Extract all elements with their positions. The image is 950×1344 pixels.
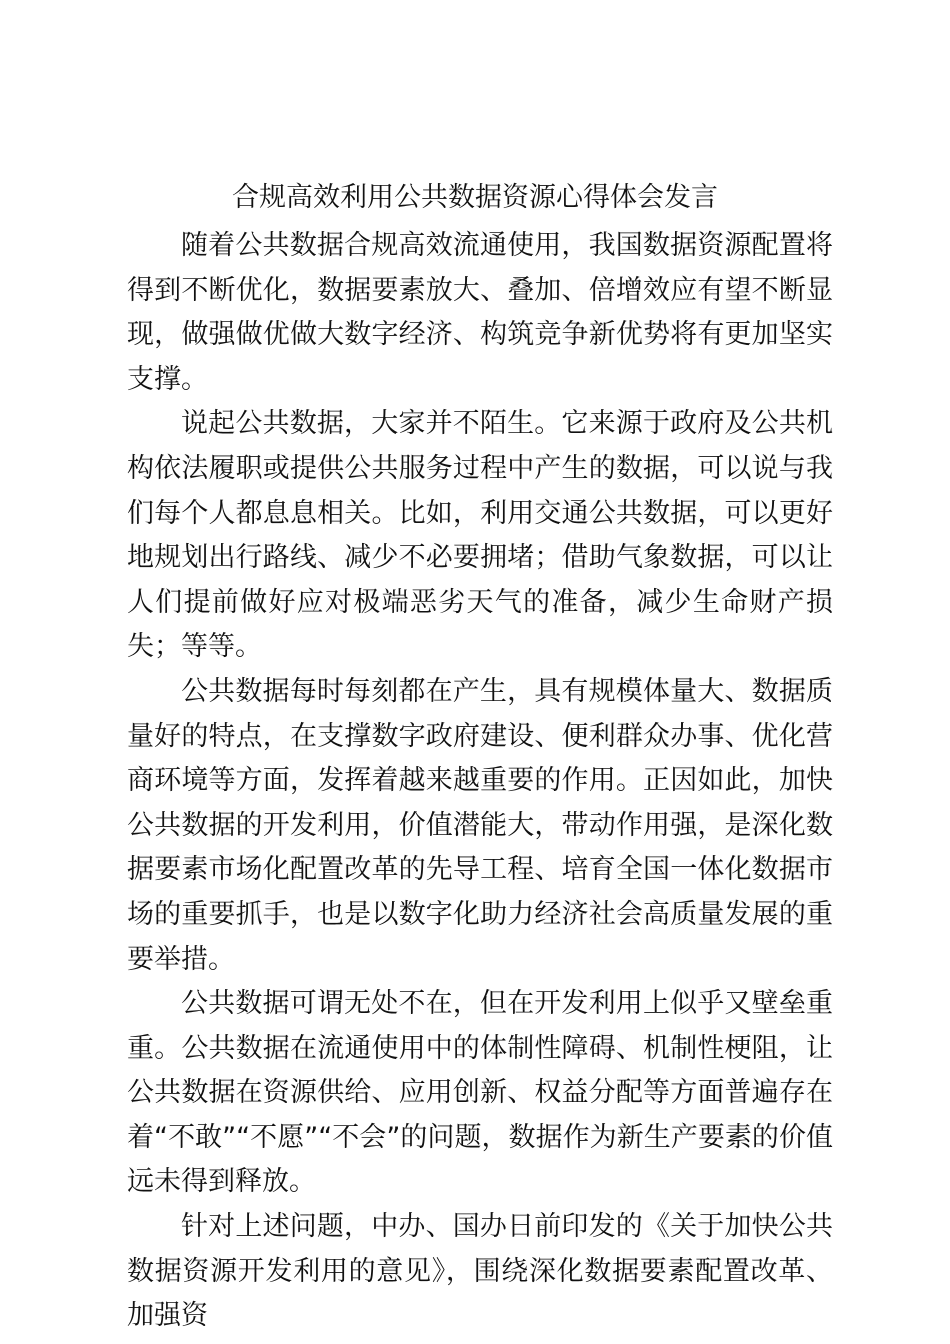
- document-title: 合规高效利用公共数据资源心得体会发言: [232, 182, 718, 213]
- paragraph-2: 说起公共数据，大家并不陌生。它来源于政府及公共机构依法履职或提供公共服务过程中产生的数据，可以说与我们每个人都息息相关。比如，利用交通公共数据，可以更好地规划出行路线、减少不必要拥堵；借助气象数据，可以让人们提前做好应对极端恶劣天气的准备，减少生命财产损失；等等。: [127, 408, 833, 663]
- document-body: [127, 224, 833, 1339]
- paragraph-4: 公共数据可谓无处不在，但在开发利用上似乎又壁垒重重。公共数据在流通使用中的体制性障碍、机制性梗阻，让公共数据在资源供给、应用创新、权益分配等方面普遍存在着“不敢”“不愿”“不会”的问题，数据作为新生产要素的价值远未得到释放。: [127, 988, 833, 1198]
- paragraph-1: 随着公共数据合规高效流通使用，我国数据资源配置将得到不断优化，数据要素放大、叠加、倍增效应有望不断显现，做强做优做大数字经济、构筑竞争新优势将有更加坚实支撑。: [127, 230, 833, 395]
- paragraph-3: 公共数据每时每刻都在产生，具有规模体量大、数据质量好的特点，在支撑数字政府建设、便利群众办事、优化营商环境等方面，发挥着越来越重要的作用。正因如此，加快公共数据的开发利用，价值潜能大，带动作用强，是深化数据要素市场化配置改革的先导工程、培育全国一体化数据市场的重要抓手，也是以数字化助力经济社会高质量发展的重要举措。: [127, 675, 833, 975]
- paragraph-5: 针对上述问题，中办、国办日前印发的《关于加快公共数据资源开发利用的意见》，围绕深化数据要素配置改革、加强资: [127, 1211, 833, 1332]
